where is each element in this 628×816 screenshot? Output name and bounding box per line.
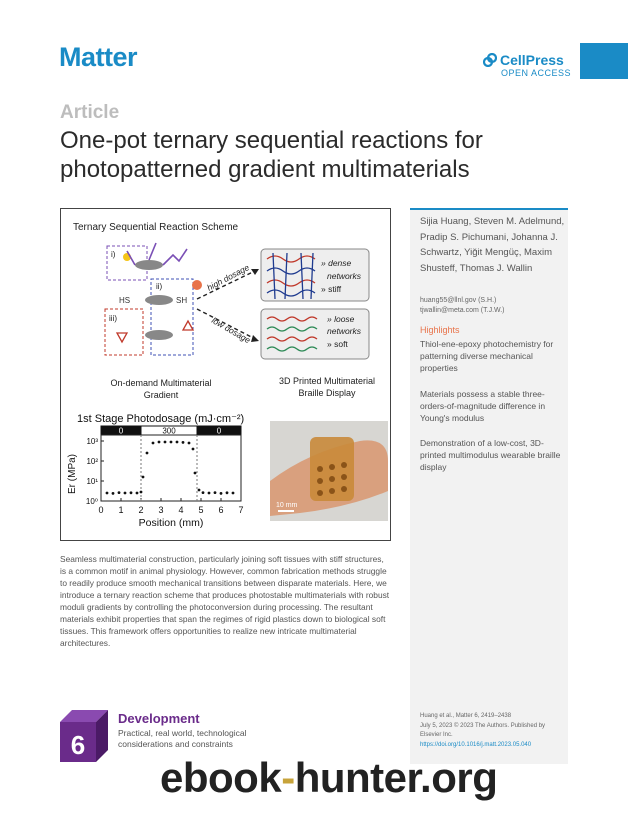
data-point: [124, 492, 127, 495]
data-point: [158, 441, 161, 444]
highlights-title: Highlights: [420, 325, 460, 335]
article-title: One-pot ternary sequential reactions for photopatterned gradient multimaterials: [60, 127, 483, 183]
dosage-band-label: 0: [118, 426, 124, 436]
development-description: Practical, real world, technological considerations and constraints: [118, 728, 247, 749]
chart-ylabel: Er (MPa): [67, 454, 78, 494]
abstract-text: Seamless multimaterial construction, particularly joining soft tissues with stiff structures, is a common motif in animal physiology. However, common fabrication methods struggle to readily produce smooth mechanical transitions between disparate materials. Here, we introduce a ternary reaction scheme that produces photostable multimaterials with robust moduli gradients by controlling the photoconversion during processing. The resultant materials exhibit properties that span the regimes of rigid plastics down to biological soft tissues. This framework offers opportunities to realize new intricate multimaterial architectures.: [60, 554, 390, 648]
loose-line-2: networks: [327, 326, 362, 336]
label-i: i): [111, 250, 116, 259]
data-point: [140, 491, 143, 494]
thiol-molecule: [145, 295, 173, 305]
x-tick-label: 1: [118, 505, 124, 515]
data-point: [118, 491, 121, 494]
label-hs: HS: [119, 296, 131, 305]
data-point: [208, 492, 211, 495]
right-caption-2: Braille Display: [298, 388, 356, 398]
data-point: [182, 441, 185, 444]
data-point: [164, 441, 167, 444]
data-point: [214, 491, 217, 494]
ene-arm-3: [149, 243, 156, 260]
development-level-cube: [60, 710, 110, 762]
data-point: [130, 491, 133, 494]
dosage-band-label: 0: [216, 426, 222, 436]
citation-line-2: July 5, 2023 © 2023 The Authors. Published by Elsevier Inc.: [420, 722, 546, 738]
development-level-number: 6: [70, 730, 86, 760]
graphical-abstract: [60, 208, 391, 541]
x-tick-label: 2: [138, 505, 144, 515]
left-caption-2: Gradient: [143, 390, 179, 400]
cellpress-icon: [483, 53, 497, 67]
chart-plot-frame: [101, 435, 241, 501]
email-list: [420, 296, 505, 316]
label-ii: ii): [156, 282, 163, 291]
left-caption-1: On-demand Multimaterial: [110, 378, 212, 388]
x-tick-label: 5: [198, 505, 204, 515]
x-tick-label: 4: [178, 505, 184, 515]
data-point: [106, 492, 109, 495]
y-tick-label: 10¹: [86, 477, 98, 486]
publisher-name: CellPress: [500, 52, 564, 68]
open-access-label: OPEN ACCESS: [501, 68, 572, 78]
ene-arm-2: [163, 249, 187, 265]
data-point: [202, 491, 205, 494]
dense-line-1: » dense: [321, 258, 352, 268]
highlight-2: Materials possess a stable three-orders-of-magnitude difference in Young's modulus: [420, 389, 546, 423]
data-point: [176, 441, 179, 444]
data-point: [152, 442, 155, 445]
watermark: [160, 754, 497, 802]
dosage-band-label: 300: [162, 426, 176, 436]
low-dosage-label: low dosage: [210, 315, 253, 346]
data-point: [146, 452, 149, 455]
epoxy-molecule: [145, 330, 173, 340]
braille-display-photo: [270, 421, 388, 521]
corner-accent-block: [580, 43, 628, 79]
data-point: [142, 476, 145, 479]
epoxy-ring-right: [183, 321, 193, 330]
doi-link[interactable]: https://doi.org/10.1016/j.matt.2023.05.040: [420, 741, 532, 748]
development-title: Development: [118, 711, 200, 726]
x-tick-label: 7: [238, 505, 244, 515]
citation-line-1: Huang et al., Matter 6, 2419–2438: [420, 713, 512, 719]
dense-line-3: » stiff: [321, 284, 342, 294]
x-tick-label: 3: [158, 505, 164, 515]
monomer-top: [135, 260, 163, 270]
author-list: Sijia Huang, Steven M. Adelmund, Pradip S. Pichumani, Johanna J. Schwartz, Yiğit Mengüç, Maxim Shusteff, Thomas J. Wallin: [420, 216, 565, 274]
label-iii: iii): [109, 314, 117, 323]
data-point: [198, 489, 201, 492]
chart-xlabel: Position (mm): [138, 517, 204, 529]
article-type: Article: [60, 102, 120, 123]
cellpress-logo: [483, 52, 575, 78]
data-point: [220, 492, 223, 495]
data-point: [232, 492, 235, 495]
journal-title: Matter: [59, 42, 138, 72]
data-point: [188, 442, 191, 445]
data-point: [194, 472, 197, 475]
label-sh: SH: [176, 296, 188, 305]
data-point: [226, 491, 229, 494]
watermark-part-2: hunter.org: [294, 754, 498, 801]
epoxy-ring-left: [117, 333, 127, 342]
dosage-bands: [101, 426, 241, 436]
email-1[interactable]: huang55@llnl.gov (S.H.): [420, 297, 497, 304]
citation-info: [420, 712, 565, 750]
scale-bar-label: 10 mm: [276, 502, 298, 509]
high-dosage-label: high dosage: [205, 262, 251, 293]
dense-line-2: networks: [327, 271, 362, 281]
email-2[interactable]: tjwallin@meta.com (T.J.W.): [420, 307, 505, 314]
loose-line-1: » loose: [327, 314, 355, 324]
article-sidebar: [410, 208, 568, 764]
loose-line-3: » soft: [327, 339, 348, 349]
y-tick-label: 10³: [86, 437, 98, 446]
right-caption-1: 3D Printed Multimaterial: [278, 376, 376, 386]
y-tick-label: 10²: [86, 457, 98, 466]
watermark-part-1: ebook: [160, 754, 282, 801]
chart-points: [106, 441, 235, 495]
highlight-3: Demonstration of a low-cost, 3D-printed multimodulus wearable braille display: [420, 438, 561, 472]
x-tick-label: 6: [218, 505, 224, 515]
data-point: [192, 448, 195, 451]
data-point: [136, 492, 139, 495]
scheme-title: Ternary Sequential Reaction Scheme: [73, 222, 239, 233]
chart-title: 1st Stage Photodosage (mJ·cm⁻²): [77, 413, 245, 425]
data-point: [170, 441, 173, 444]
y-tick-label: 10⁰: [85, 497, 98, 506]
watermark-dash: -: [281, 754, 295, 801]
data-point: [112, 492, 115, 495]
flame-icon: [192, 280, 202, 290]
highlight-1: Thiol-ene-epoxy photochemistry for patterning diverse mechanical properties: [420, 339, 554, 373]
chart-ticks: [86, 435, 244, 515]
x-tick-label: 0: [98, 505, 104, 515]
